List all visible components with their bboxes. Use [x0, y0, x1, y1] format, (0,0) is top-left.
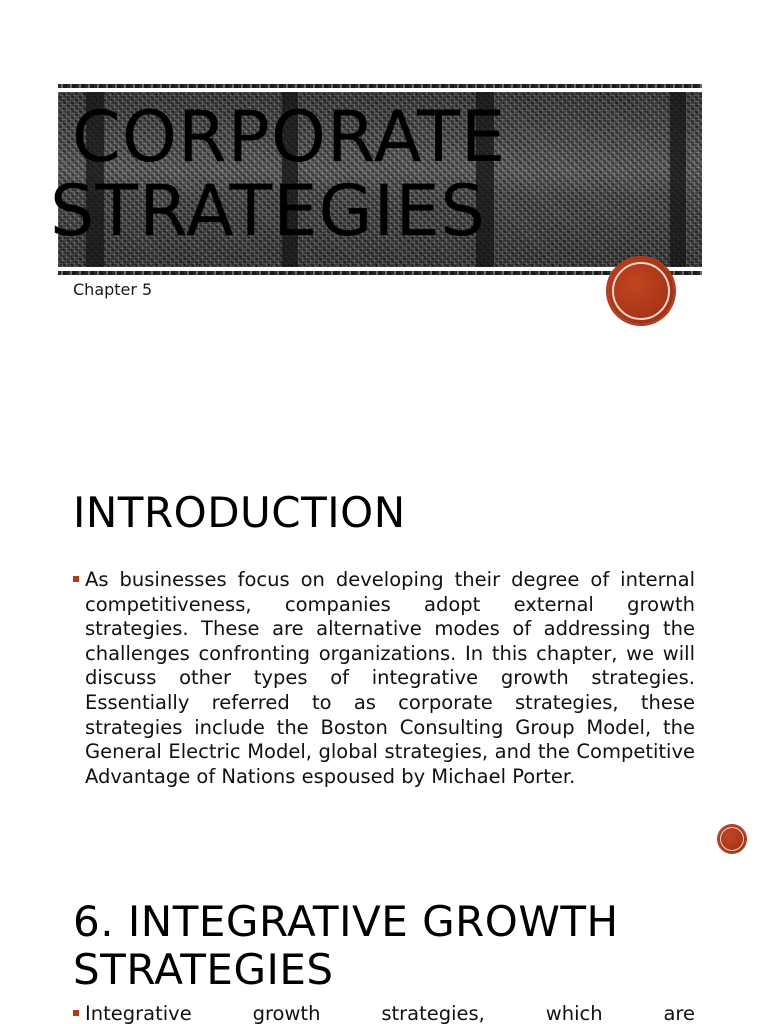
bullet-item	[73, 568, 695, 789]
bullet-text: As businesses focus on developing their degree of internal competitiveness, companies adopt external growth strategies. These are alternative modes of addressing the challenges confronting organizations. In this chapter, we will discuss other types of integrative growth strategies. Essentially referred to as corporate strategies, these strategies include the Boston Consulting Group Model, the General Electric Model, global strategies, and the Competitive Advantage of Nations espoused by Michael Porter.	[85, 568, 695, 788]
bullet-list	[73, 568, 695, 789]
bullet-item	[73, 1002, 695, 1024]
integrative-growth-slide	[0, 860, 768, 1024]
introduction-slide	[0, 440, 768, 860]
decorative-orb-icon	[608, 258, 674, 324]
title-slide	[0, 0, 768, 440]
slide-title-line-2: STRATEGIES	[50, 170, 486, 252]
square-bullet-icon	[73, 1010, 79, 1016]
bullet-text: Integrative growth strategies, which are	[85, 1002, 695, 1024]
banner-texture-band	[670, 92, 686, 267]
slide-title-line-1: CORPORATE	[72, 96, 507, 178]
slide-heading: INTRODUCTION	[73, 488, 406, 537]
slide-heading: 6. INTEGRATIVE GROWTH STRATEGIES	[73, 897, 619, 994]
banner-bottom-rule	[58, 271, 702, 275]
square-bullet-icon	[73, 576, 79, 582]
decorative-orb-icon	[718, 825, 746, 853]
slide-title	[50, 96, 507, 252]
bullet-list	[73, 1002, 695, 1024]
banner-top-rule	[58, 84, 702, 88]
slide-subtitle: Chapter 5	[73, 280, 153, 299]
